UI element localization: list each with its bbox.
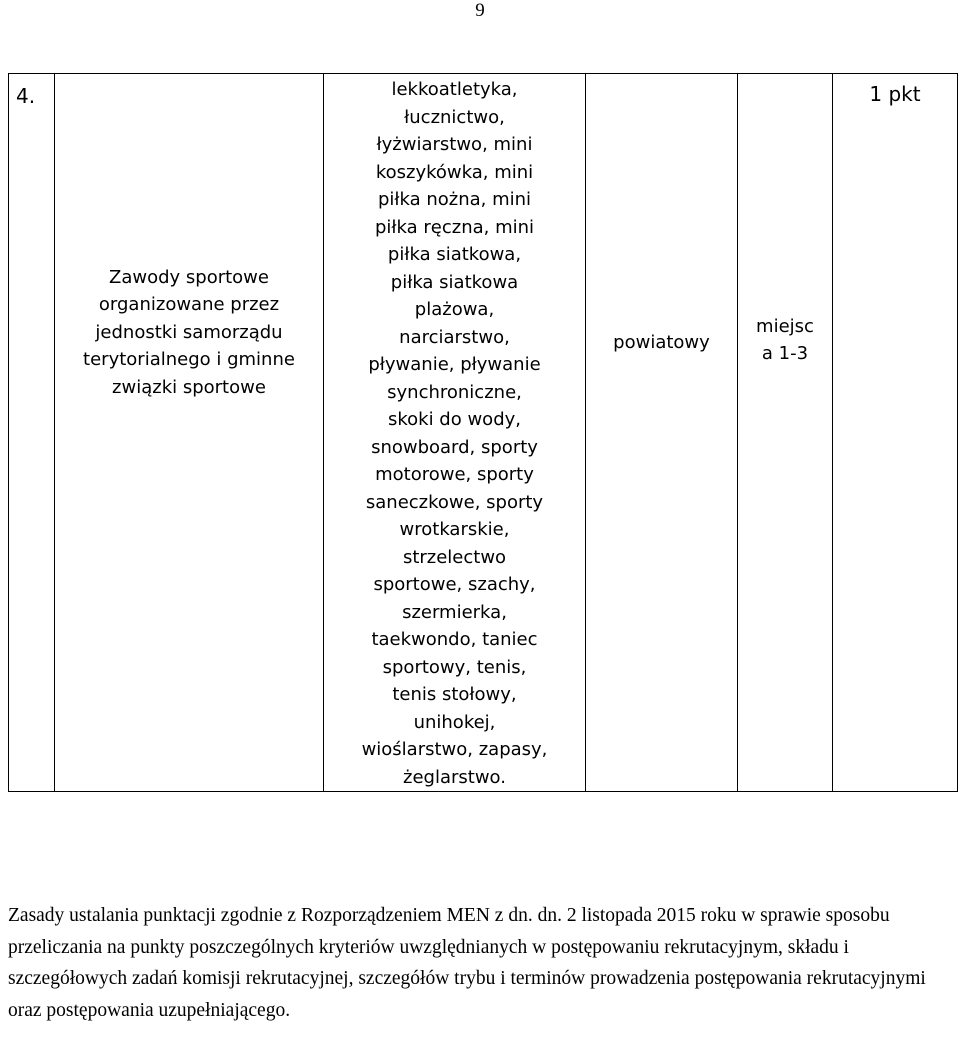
competition-name: Zawody sportowe organizowane przez jednostki samorządu terytorialnego i gminne związki sportowe [83, 266, 295, 398]
row-number-cell [9, 74, 55, 792]
row-number: 4. [16, 84, 36, 108]
competition-table [8, 73, 958, 792]
place-cell [738, 74, 833, 792]
points-value: 1 pkt [869, 82, 921, 106]
disciplines-cell [324, 74, 586, 792]
competition-name-cell [55, 74, 324, 792]
page-number: 9 [475, 0, 485, 21]
competition-level: powiatowy [613, 332, 710, 353]
points-cell [833, 74, 958, 792]
placement-range: miejsc a 1-3 [756, 316, 814, 364]
disciplines-list: lekkoatletyka, łucznictwo, łyżwiarstwo, mini koszykówka, mini piłka nożna, mini piłka ręczna, mini piłka siatkowa, piłka siatkowa plażowa, narciarstwo, pływanie, pływanie synchroniczne, skoki do wody, snowboard, sporty motorowe, sporty saneczkowe, sporty wrotkarskie, strzelectwo sportowe, szachy, szermierka, taekwondo, taniec sportowy, tenis, tenis stołowy, unihokej, wioślarstwo, zapasy, żeglarstwo. [361, 79, 548, 788]
level-cell [586, 74, 738, 792]
scoring-rules-note: Zasady ustalania punktacji zgodnie z Rozporządzeniem MEN z dn. dn. 2 listopada 2015 roku w sprawie sposobu przeliczania na punkty poszczególnych kryteriów uwzględnianych w postępowaniu rekrutacyjnym, składu i szczegółowych zadań komisji rekrutacyjnej, szczegółów trybu i terminów prowadzenia postępowania rekrutacyjnymi oraz postępowania uzupełniającego. [8, 905, 926, 1021]
table-row [9, 74, 958, 792]
